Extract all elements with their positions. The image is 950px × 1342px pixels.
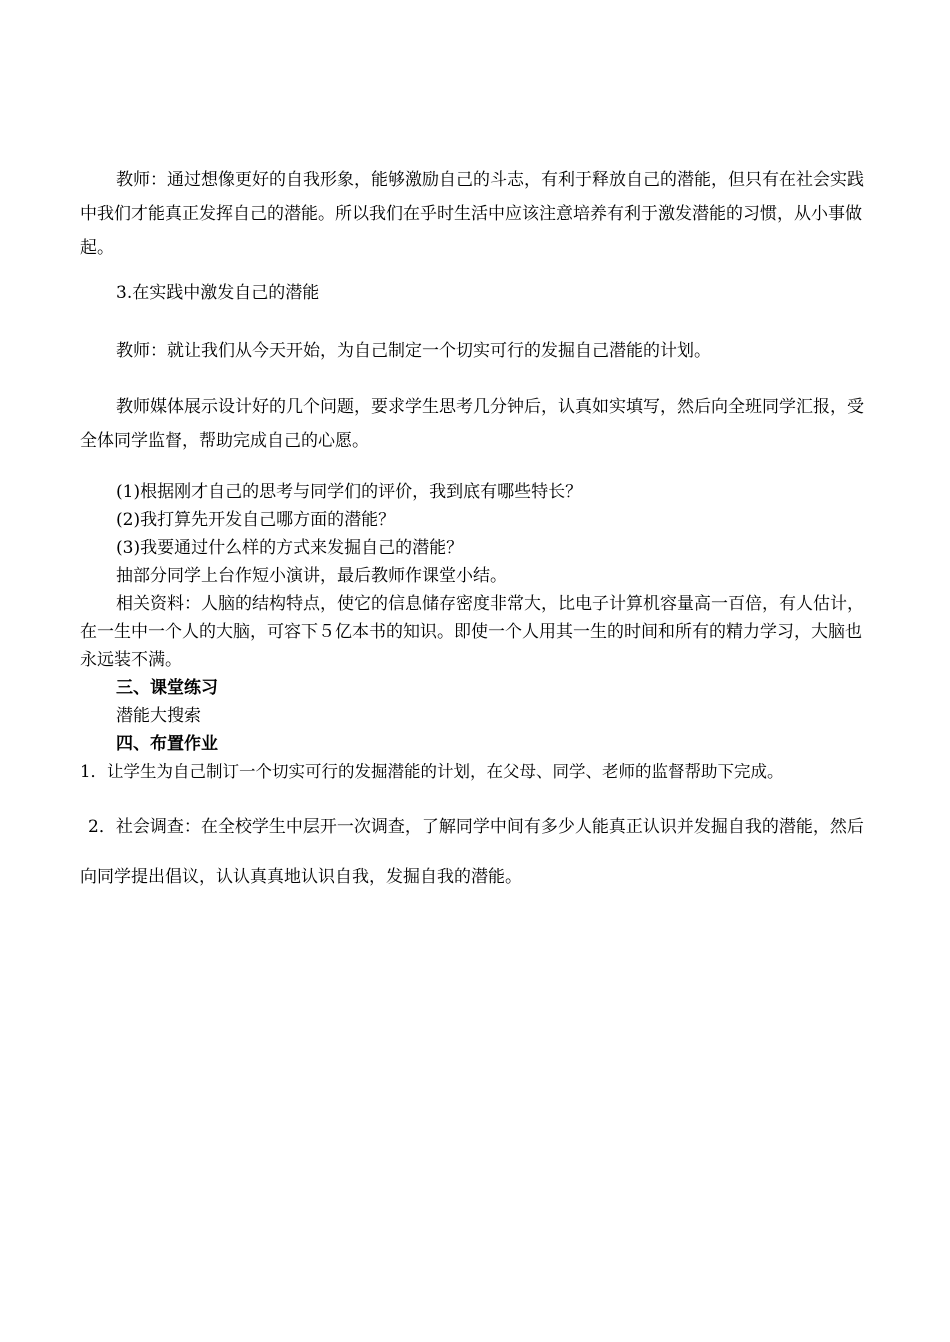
paragraph-potential-search: 潜能大搜索 [116,706,201,726]
heading-homework: 四、布置作业 [116,734,218,754]
homework-item-2: 2．社会调查：在全校学生中层开一次调查，了解同学中间有多少人能真正认识并发掘自我的潜能，然后向同学提出倡议，认认真真地认识自我，发掘自我的潜能。 [80,817,864,887]
paragraph-teacher-plan: 教师：就让我们从今天开始，为自己制定一个切实可行的发掘自己潜能的计划。 [116,341,711,361]
paragraph-teacher-self-image: 教师：通过想像更好的自我形象，能够激励自己的斗志，有利于释放自己的潜能，但只有在社会实践中我们才能真正发挥自己的潜能。所以我们在乎时生活中应该注意培养有利于激发潜能的习惯，从小事做起。 [80,170,864,258]
heading-classroom-practice: 三、课堂练习 [116,678,218,698]
paragraph-related-material: 相关资料：人脑的结构特点，使它的信息储存密度非常大，比电子计算机容量高一百倍，有人估计，在一生中一个人的大脑，可容下５亿本书的知识。即使一个人用其一生的时间和所有的精力学习，大脑也永远装不满。 [80,594,864,670]
question-3: (3)我要通过什么样的方式来发掘自己的潜能？ [116,538,464,558]
question-1: (1)根据刚才自己的思考与同学们的评价，我到底有哪些特长？ [116,482,583,502]
section-heading-practice: 3.在实践中激发自己的潜能 [116,283,320,303]
paragraph-media-questions: 教师媒体展示设计好的几个问题，要求学生思考几分钟后，认真如实填写，然后向全班同学汇报，受全体同学监督，帮助完成自己的心愿。 [80,397,864,451]
question-2: (2)我打算先开发自己哪方面的潜能？ [116,510,396,530]
homework-item-1: 1．让学生为自己制订一个切实可行的发掘潜能的计划，在父母、同学、老师的监督帮助下完成。 [80,762,784,781]
paragraph-speech: 抽部分同学上台作短小演讲，最后教师作课堂小结。 [116,566,507,586]
